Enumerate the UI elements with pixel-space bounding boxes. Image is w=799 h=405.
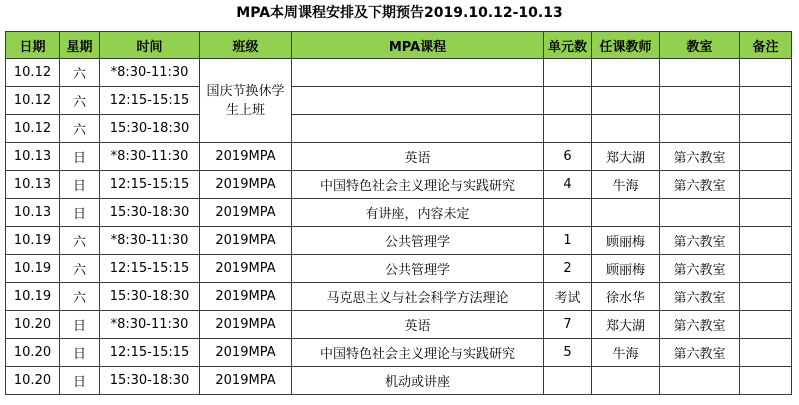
header-units: 单元数 <box>544 32 592 59</box>
cell-time: 12:15-15:15 <box>100 171 200 199</box>
cell-date: 10.19 <box>6 255 60 283</box>
table-row <box>6 199 792 227</box>
cell-weekday: 六 <box>60 87 100 115</box>
cell-class: 2019MPA <box>200 255 292 283</box>
cell-teacher: 牛海 <box>592 339 660 367</box>
table-row <box>6 339 792 367</box>
cell-teacher <box>592 115 660 143</box>
table-row <box>6 115 792 143</box>
cell-units: 1 <box>544 227 592 255</box>
table-row <box>6 87 792 115</box>
cell-class: 2019MPA <box>200 283 292 311</box>
cell-class: 2019MPA <box>200 143 292 171</box>
cell-remark <box>740 255 792 283</box>
cell-units: 考试 <box>544 283 592 311</box>
cell-class: 2019MPA <box>200 339 292 367</box>
cell-weekday: 日 <box>60 367 100 395</box>
cell-room: 第六教室 <box>660 227 740 255</box>
cell-units: 6 <box>544 143 592 171</box>
cell-units <box>544 199 592 227</box>
cell-remark <box>740 227 792 255</box>
cell-date: 10.12 <box>6 115 60 143</box>
header-class: 班级 <box>200 32 292 59</box>
cell-remark <box>740 171 792 199</box>
cell-date: 10.13 <box>6 199 60 227</box>
cell-date: 10.20 <box>6 367 60 395</box>
cell-units <box>544 367 592 395</box>
page-title: MPA本周课程安排及下期预告2019.10.12-10.13 <box>236 5 563 21</box>
cell-time: *8:30-11:30 <box>100 227 200 255</box>
cell-time: 12:15-15:15 <box>100 339 200 367</box>
cell-weekday: 日 <box>60 171 100 199</box>
cell-class-holiday-note: 国庆节换休学生上班 <box>200 59 292 143</box>
cell-room <box>660 59 740 87</box>
cell-time: 12:15-15:15 <box>100 255 200 283</box>
cell-weekday: 日 <box>60 143 100 171</box>
header-teacher: 任课教师 <box>592 32 660 59</box>
cell-remark <box>740 283 792 311</box>
table-row <box>6 255 792 283</box>
cell-date: 10.19 <box>6 283 60 311</box>
cell-course: 机动或讲座 <box>292 367 544 395</box>
cell-teacher: 郑大湖 <box>592 143 660 171</box>
cell-time: 12:15-15:15 <box>100 87 200 115</box>
cell-time: 15:30-18:30 <box>100 115 200 143</box>
cell-course: 中国特色社会主义理论与实践研究 <box>292 171 544 199</box>
cell-class: 2019MPA <box>200 227 292 255</box>
cell-time: *8:30-11:30 <box>100 311 200 339</box>
schedule-table <box>5 31 792 395</box>
cell-class: 2019MPA <box>200 199 292 227</box>
cell-date: 10.12 <box>6 87 60 115</box>
cell-course: 有讲座，内容未定 <box>292 199 544 227</box>
cell-weekday: 六 <box>60 283 100 311</box>
cell-teacher: 牛海 <box>592 171 660 199</box>
header-weekday: 星期 <box>60 32 100 59</box>
cell-remark <box>740 199 792 227</box>
cell-remark <box>740 59 792 87</box>
cell-teacher: 郑大湖 <box>592 311 660 339</box>
cell-room: 第六教室 <box>660 255 740 283</box>
header-row <box>6 32 792 59</box>
cell-weekday: 六 <box>60 255 100 283</box>
cell-room: 第六教室 <box>660 143 740 171</box>
cell-room <box>660 199 740 227</box>
cell-remark <box>740 367 792 395</box>
cell-units: 4 <box>544 171 592 199</box>
cell-course <box>292 115 544 143</box>
header-course: MPA课程 <box>292 32 544 59</box>
table-row <box>6 367 792 395</box>
cell-units <box>544 59 592 87</box>
cell-date: 10.20 <box>6 311 60 339</box>
table-row <box>6 311 792 339</box>
cell-teacher <box>592 367 660 395</box>
cell-teacher <box>592 59 660 87</box>
cell-units <box>544 115 592 143</box>
cell-weekday: 六 <box>60 59 100 87</box>
cell-course: 马克思主义与社会科学方法理论 <box>292 283 544 311</box>
header-room: 教室 <box>660 32 740 59</box>
cell-date: 10.13 <box>6 171 60 199</box>
cell-units: 2 <box>544 255 592 283</box>
cell-weekday: 日 <box>60 311 100 339</box>
cell-class: 2019MPA <box>200 311 292 339</box>
cell-room: 第六教室 <box>660 171 740 199</box>
table-row <box>6 59 792 87</box>
cell-time: 15:30-18:30 <box>100 367 200 395</box>
cell-date: 10.20 <box>6 339 60 367</box>
cell-room <box>660 367 740 395</box>
cell-course: 公共管理学 <box>292 227 544 255</box>
cell-teacher: 顾丽梅 <box>592 227 660 255</box>
cell-units <box>544 87 592 115</box>
cell-room: 第六教室 <box>660 283 740 311</box>
cell-course: 中国特色社会主义理论与实践研究 <box>292 339 544 367</box>
cell-course: 英语 <box>292 311 544 339</box>
cell-weekday: 六 <box>60 227 100 255</box>
header-date: 日期 <box>6 32 60 59</box>
table-row <box>6 143 792 171</box>
cell-weekday: 六 <box>60 115 100 143</box>
cell-time: *8:30-11:30 <box>100 143 200 171</box>
cell-date: 10.13 <box>6 143 60 171</box>
cell-teacher: 徐水华 <box>592 283 660 311</box>
table-row <box>6 171 792 199</box>
cell-units: 5 <box>544 339 592 367</box>
cell-units: 7 <box>544 311 592 339</box>
cell-room: 第六教室 <box>660 339 740 367</box>
cell-course: 英语 <box>292 143 544 171</box>
cell-time: 15:30-18:30 <box>100 199 200 227</box>
cell-date: 10.12 <box>6 59 60 87</box>
cell-time: *8:30-11:30 <box>100 59 200 87</box>
cell-room <box>660 115 740 143</box>
cell-teacher <box>592 87 660 115</box>
cell-date: 10.19 <box>6 227 60 255</box>
cell-course: 公共管理学 <box>292 255 544 283</box>
cell-class: 2019MPA <box>200 171 292 199</box>
cell-weekday: 日 <box>60 339 100 367</box>
header-remark: 备注 <box>740 32 792 59</box>
cell-remark <box>740 339 792 367</box>
cell-course <box>292 59 544 87</box>
header-time: 时间 <box>100 32 200 59</box>
cell-course <box>292 87 544 115</box>
cell-remark <box>740 143 792 171</box>
cell-room <box>660 87 740 115</box>
cell-teacher: 顾丽梅 <box>592 255 660 283</box>
cell-room: 第六教室 <box>660 311 740 339</box>
cell-teacher <box>592 199 660 227</box>
table-row <box>6 227 792 255</box>
cell-remark <box>740 87 792 115</box>
cell-remark <box>740 115 792 143</box>
table-row <box>6 283 792 311</box>
cell-remark <box>740 311 792 339</box>
cell-weekday: 日 <box>60 199 100 227</box>
cell-class: 2019MPA <box>200 367 292 395</box>
cell-time: 15:30-18:30 <box>100 283 200 311</box>
